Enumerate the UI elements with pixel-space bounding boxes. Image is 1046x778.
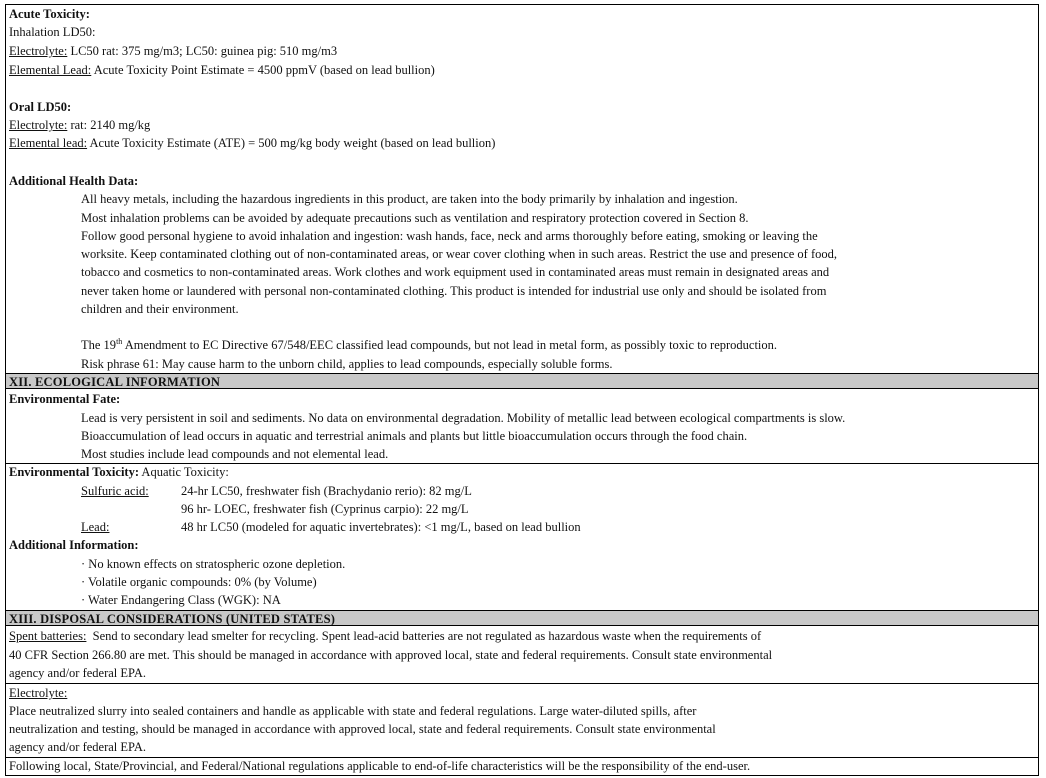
electrolyte-disposal-line: Place neutralized slurry into sealed containers and handle as applicable with state and federal regulations. Large water-diluted spills, after	[9, 704, 697, 718]
inhalation-electrolyte-label: Electrolyte:	[9, 44, 68, 58]
lead-value: 48 hr LC50 (modeled for aquatic invertebrates): <1 mg/L, based on lead bullion	[181, 520, 581, 534]
health-line: Follow good personal hygiene to avoid inhalation and ingestion: wash hands, face, neck and arms thoroughly before eating, smoking or leaving the	[81, 229, 818, 243]
spent-line-2: 40 CFR Section 266.80 are met. This should be managed in accordance with approved local, state and federal requirements. Consult state environmental	[9, 648, 773, 662]
health-line: tobacco and cosmetics to non-contaminated areas. Work clothes and work equipment used in contaminated areas must remain in designated areas and	[81, 265, 830, 279]
health-line: worksite. Keep contaminated clothing out of non-contaminated areas, or wear cover clothing when in such areas. Restrict the use and presence of food,	[81, 247, 837, 261]
amendment-line	[81, 336, 777, 355]
health-line: All heavy metals, including the hazardous ingredients in this product, are taken into the body primarily by inhalation and ingestion.	[81, 192, 738, 206]
lead-label: Lead:	[81, 520, 110, 534]
spent-batteries-section	[6, 628, 1038, 683]
amendment-pre: The 19	[81, 338, 117, 352]
electrolyte-disposal-line: agency and/or federal EPA.	[9, 740, 146, 754]
oral-lead-text: Acute Toxicity Estimate (ATE) = 500 mg/kg body weight (based on lead bullion)	[87, 136, 496, 150]
oral-lead-line	[9, 134, 495, 153]
acute-toxicity-section	[6, 5, 1038, 372]
fate-line: Bioaccumulation of lead occurs in aquatic and terrestrial animals and plants but little bioaccumulation occurs through the food chain.	[81, 429, 748, 443]
amendment-sup: th	[116, 336, 123, 346]
inhalation-title: Inhalation LD50:	[9, 25, 96, 39]
electrolyte-disposal-line: neutralization and testing, should be managed in accordance with approved local, state and federal requirements. Consult state environmental	[9, 722, 716, 736]
environmental-fate-title: Environmental Fate:	[9, 392, 121, 406]
environmental-toxicity-title: Environmental Toxicity:	[9, 465, 139, 479]
inhalation-lead-label: Elemental Lead:	[9, 63, 92, 77]
sulfuric-value-1: 24-hr LC50, freshwater fish (Brachydanio rerio): 82 mg/L	[181, 484, 472, 498]
electrolyte-disposal-section	[6, 683, 1038, 757]
oral-electrolyte-label: Electrolyte:	[9, 118, 68, 132]
environmental-toxicity-sub: Aquatic Toxicity:	[139, 465, 229, 479]
inhalation-lead-line	[9, 61, 435, 80]
health-line: children and their environment.	[81, 302, 239, 316]
inhalation-electrolyte-line	[9, 42, 337, 61]
end-of-life-statement: Following local, State/Provincial, and Federal/National regulations applicable to end-of-life characteristics will be the responsibility of the end-user.	[9, 759, 751, 773]
inhalation-electrolyte-text: LC50 rat: 375 mg/m3; LC50: guinea pig: 510 mg/m3	[67, 44, 338, 58]
spent-line-3: agency and/or federal EPA.	[9, 666, 146, 680]
additional-info-line: · No known effects on stratospheric ozone depletion.	[81, 557, 346, 571]
electrolyte-disposal-label: Electrolyte:	[9, 686, 68, 700]
inhalation-lead-text: Acute Toxicity Point Estimate = 4500 ppmV (based on lead bullion)	[91, 63, 435, 77]
environmental-toxicity-line	[9, 463, 229, 482]
section-header-ecological: XII. ECOLOGICAL INFORMATION	[6, 373, 1038, 389]
additional-info-line: · Volatile organic compounds: 0% (by Volume)	[81, 575, 317, 589]
spent-batteries-label: Spent batteries:	[9, 629, 87, 643]
acute-toxicity-title: Acute Toxicity:	[9, 7, 90, 21]
health-line: Most inhalation problems can be avoided by adequate precautions such as ventilation and respiratory protection covered in Section 8.	[81, 211, 749, 225]
fate-line: Lead is very persistent in soil and sediments. No data on environmental degradation. Mobility of metallic lead between ecological compartments is slow.	[81, 411, 846, 425]
spent-text-1: Send to secondary lead smelter for recycling. Spent lead-acid batteries are not regulated as hazardous waste when the requirements of	[86, 629, 762, 643]
oral-electrolyte-text: rat: 2140 mg/kg	[67, 118, 151, 132]
oral-title: Oral LD50:	[9, 100, 72, 114]
additional-info-title: Additional Information:	[9, 538, 139, 552]
amendment-post: Amendment to EC Directive 67/548/EEC classified lead compounds, but not lead in metal form, as possibly toxic to reproduction.	[122, 338, 778, 352]
document-page	[5, 4, 1039, 776]
risk-phrase-line: Risk phrase 61: May cause harm to the unborn child, applies to lead compounds, especially soluble forms.	[81, 357, 613, 371]
additional-info-line: · Water Endangering Class (WGK): NA	[81, 593, 281, 607]
oral-electrolyte-line	[9, 116, 150, 135]
fate-line: Most studies include lead compounds and not elemental lead.	[81, 447, 389, 461]
environmental-fate-section	[6, 391, 1038, 463]
health-data-title: Additional Health Data:	[9, 174, 139, 188]
sulfuric-acid-label: Sulfuric acid:	[81, 484, 149, 498]
spent-line-1	[9, 627, 761, 646]
end-of-life-section	[6, 757, 1038, 775]
section-header-disposal: XIII. DISPOSAL CONSIDERATIONS (UNITED STATES)	[6, 610, 1038, 626]
oral-lead-label: Elemental lead:	[9, 136, 88, 150]
sulfuric-value-2: 96 hr- LOEC, freshwater fish (Cyprinus carpio): 22 mg/L	[181, 502, 469, 516]
environmental-toxicity-section	[6, 463, 1038, 609]
health-line: never taken home or laundered with personal non-contaminated clothing. This product is intended for industrial use only and should be isolated from	[81, 284, 827, 298]
